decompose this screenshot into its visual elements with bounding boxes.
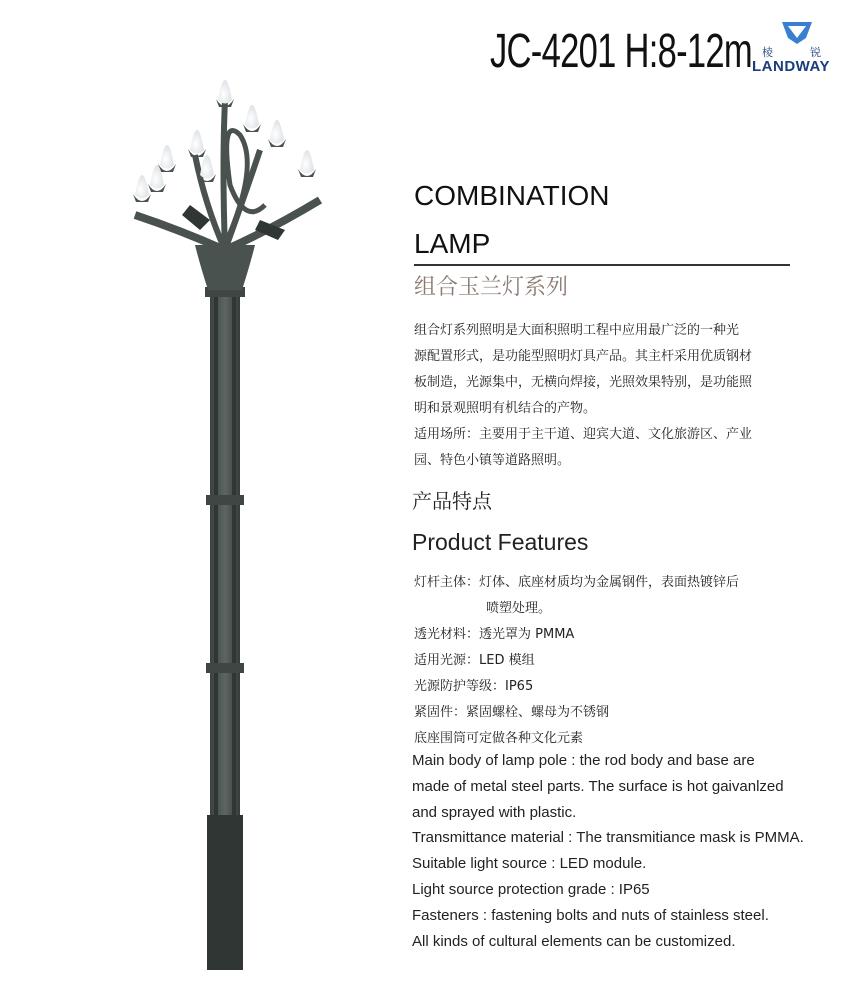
intro-paragraph	[414, 318, 814, 474]
spec-line: 底座围筒可定做各种文化元素	[414, 731, 584, 746]
spec-line: 紧固件：紧固螺栓、螺母为不锈钢	[414, 705, 610, 720]
brand-logo	[752, 20, 842, 80]
product-title-cn: 组合玉兰灯系列	[414, 275, 569, 300]
logo-cn-right: 锐	[810, 46, 821, 59]
product-title-line2: LAMP	[414, 228, 491, 259]
logo-text: LANDWAY	[752, 58, 830, 75]
spec-line-en: Light source protection grade : IP65	[412, 880, 650, 898]
spec-line: 灯杆主体：灯体、底座材质均为金属钢件，表面热镀锌后	[414, 575, 740, 590]
intro-line: 源配置形式，是功能型照明灯具产品。其主杆采用优质钢材	[414, 349, 753, 364]
spec-line-en: Suitable light source : LED module.	[412, 855, 647, 873]
product-title-line1: COMBINATION	[414, 180, 610, 211]
spec-line-en: All kinds of cultural elements can be customized.	[412, 932, 736, 950]
features-heading-en: Product Features	[412, 529, 589, 555]
intro-line: 园、特色小镇等道路照明。	[414, 453, 571, 468]
spec-line: 光源防护等级：IP65	[414, 679, 534, 694]
features-heading-cn: 产品特点	[412, 489, 492, 513]
spec-line-en: Main body of lamp pole : the rod body and base are	[412, 752, 755, 769]
spec-line-en: and sprayed with plastic.	[412, 803, 577, 821]
title-divider	[414, 264, 790, 266]
logo-cn-left: 棱	[762, 46, 773, 59]
intro-line: 组合灯系列照明是大面积照明工程中应用最广泛的一种光	[414, 323, 740, 338]
model-title: JC-4201 H:8-12m	[490, 25, 752, 78]
spec-line: 适用光源：LED 模组	[414, 653, 535, 668]
spec-list-en	[412, 748, 852, 954]
spec-list-cn	[414, 570, 844, 752]
spec-line: 喷塑处理。	[486, 601, 552, 616]
intro-line: 适用场所：主要用于主干道、迎宾大道、文化旅游区、产业	[414, 427, 753, 442]
intro-line: 板制造，光源集中，无横向焊接，光照效果特别，是功能照	[414, 375, 753, 390]
lamp-pole-illustration	[100, 55, 400, 980]
spec-line-en: made of metal steel parts. The surface is hot gaivanlzed	[412, 777, 784, 795]
spec-line-en: Fasteners : fastening bolts and nuts of stainless steel.	[412, 906, 769, 924]
intro-line: 明和景观照明有机结合的产物。	[414, 401, 597, 416]
spec-line-en: Transmittance material : The transmitiance mask is PMMA.	[412, 829, 804, 847]
spec-line: 透光材料：透光罩为 PMMA	[414, 627, 575, 642]
